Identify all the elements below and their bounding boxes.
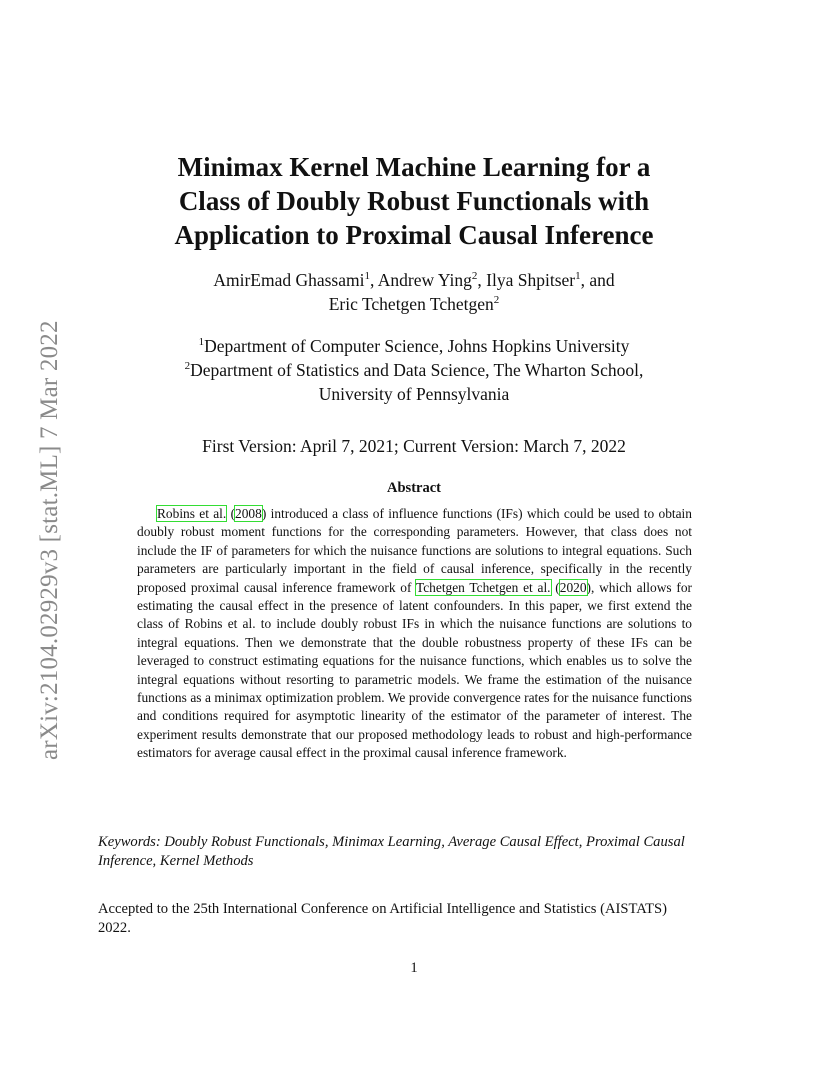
acceptance-note: Accepted to the 25th International Conference on Artificial Intelligence and Statistics (AISTATS) 2022. <box>98 901 668 936</box>
affiliation-marker: 2 <box>493 294 500 307</box>
author-name: Ilya Shpitser <box>486 270 576 290</box>
author-name: Andrew Ying <box>377 270 472 290</box>
abstract-body <box>137 505 692 763</box>
affiliation-marker: 2 <box>471 270 478 283</box>
author-list: AmirEmad Ghassami$^1$, Andrew Ying$^2$, Ilya Shpitser$^1$, and Eric Tchetgen Tchetgen$^2$ <box>213 270 615 314</box>
citation-link[interactable]: Robins et al. <box>157 506 227 521</box>
title-line: Class of Doubly Robust Functionals with <box>178 186 650 216</box>
citation-year-link[interactable]: 2020 <box>559 579 587 595</box>
affiliation-marker: 1 <box>364 270 370 283</box>
title-line: Application to Proximal Causal Inference <box>174 220 654 250</box>
affiliation-marker: 1 <box>198 336 205 349</box>
abstract-heading: Abstract <box>387 480 441 496</box>
paper-title <box>100 150 728 252</box>
version-info: First Version: April 7, 2021; Current Version: March 7, 2022 <box>202 436 626 456</box>
affiliation-list <box>100 334 728 406</box>
keywords: Keywords: Doubly Robust Functionals, Minimax Learning, Average Causal Effect, Proximal Causal Inference, Kernel Methods <box>98 834 685 869</box>
abstract-paragraph: Robins et al. (2008) introduced a class of influence functions (IFs) which could be used to obtain doubly robust moment functions for the corresponding parameters. However, that class does not include the IF of parameters for which the nuisance functions are solutions to integral equations. Such parameters are particularly important in the field of causal inference, specifically in the recently proposed proximal causal inference framework of Tchetgen Tchetgen et al. (2020), which allows for estimating the causal effect in the presence of latent confounders. In this paper, we first extend the class of Robins et al. to include doubly robust IFs in which the nuisance functions are solutions to integral equations. Then we demonstrate that the double robustness property of these IFs can be leveraged to construct estimating equations for the nuisance functions, which enables us to solve the integral equations without resorting to parametric models. We frame the estimation of the nuisance functions as a minimax optimization problem. We provide convergence rates for the nuisance functions and conditions required for asymptotic linearity of the estimator of the parameter of interest. The experiment results demonstrate that our proposed methodology leads to robust and high-performance estimators for average causal effect in the proximal causal inference framework. <box>137 506 692 761</box>
page-number: 1 <box>410 960 418 976</box>
author-name: AmirEmad Ghassami <box>213 270 365 290</box>
citation-year-link[interactable]: 2008 <box>235 506 262 521</box>
author-name: Eric Tchetgen Tchetgen <box>328 294 494 314</box>
affiliation-marker: 2 <box>184 360 191 373</box>
arxiv-identifier-stamp: arXiv:2104.02929v3 [stat.ML] 7 Mar 2022 <box>36 320 63 760</box>
affiliation-2-continued: University of Pennsylvania <box>318 384 510 404</box>
affiliation-marker: 1 <box>575 270 581 283</box>
affiliation-1: $^1$Department of Computer Science, Johns Hopkins University <box>198 336 630 356</box>
citation-link[interactable]: Tchetgen Tchetgen et al. <box>416 579 551 595</box>
affiliation-2: $^2$Department of Statistics and Data Science, The Wharton School, <box>184 360 644 380</box>
author-conjunction: , and <box>580 270 615 290</box>
title-line: Minimax Kernel Machine Learning for a <box>177 152 651 182</box>
